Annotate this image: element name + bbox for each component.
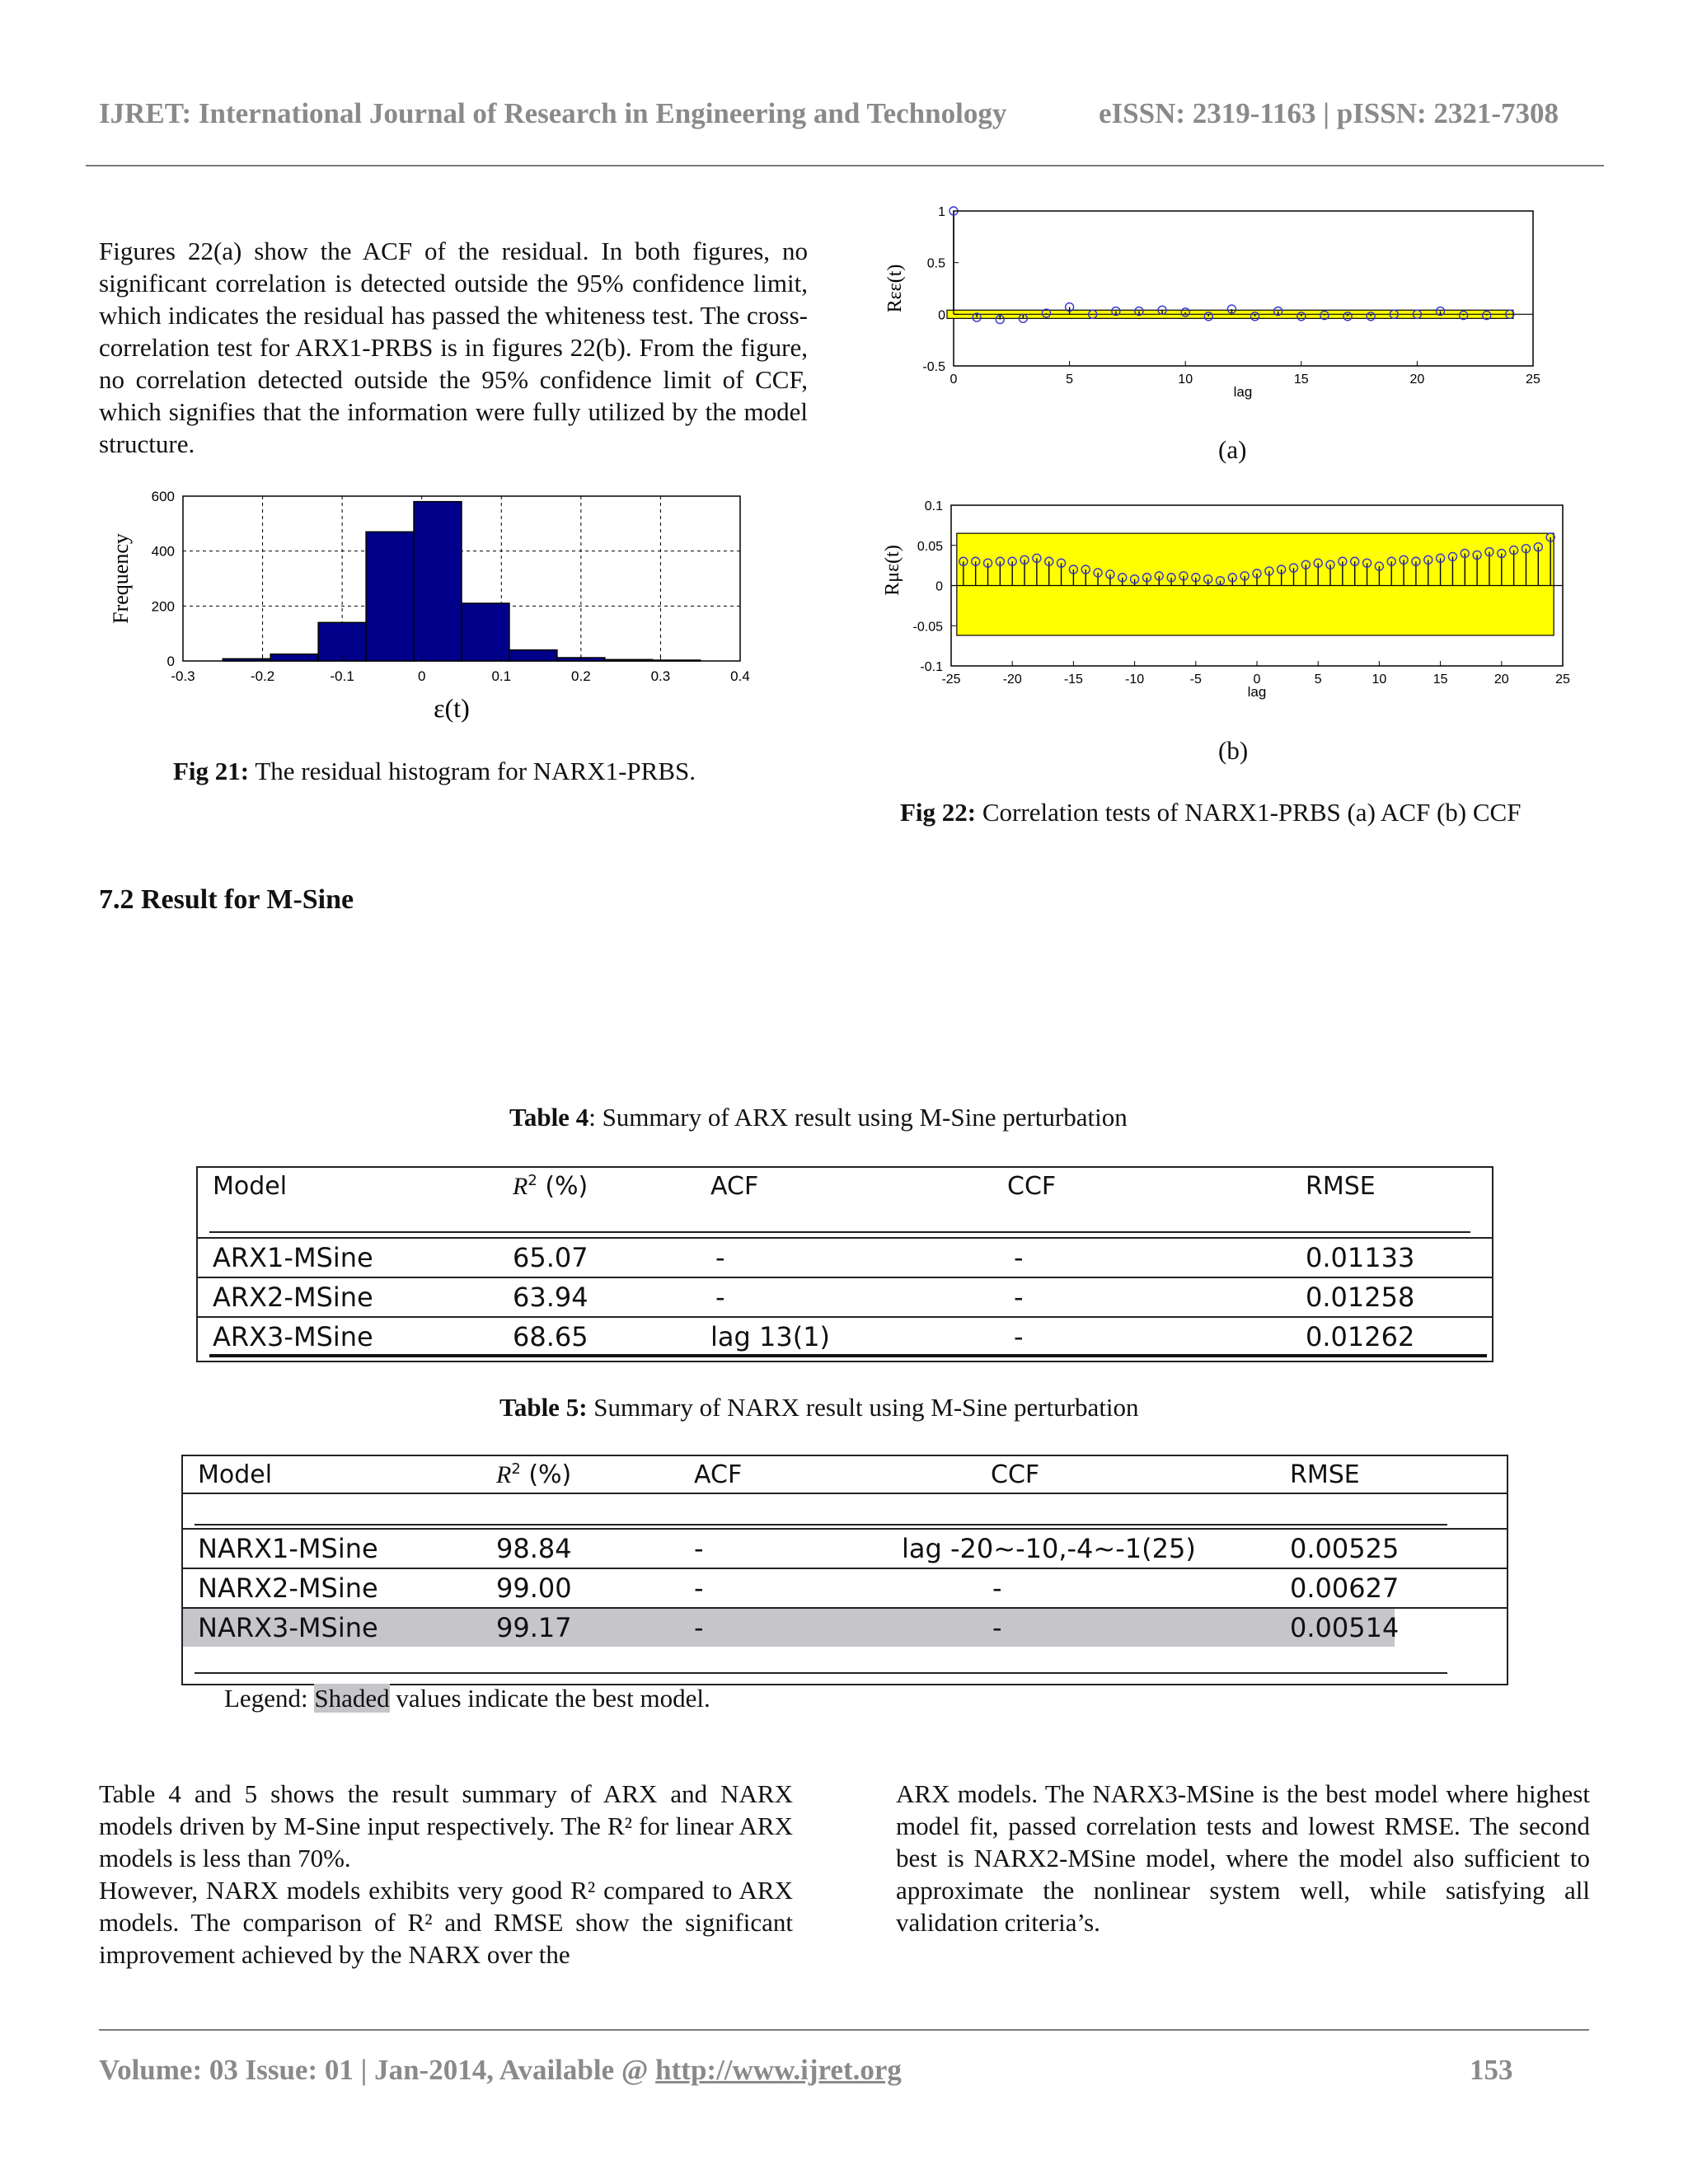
- body-right-p1: ARX models. The NARX3-MSine is the best model where highest model fit, passed correlation tests and lowest RMSE. The second best is NARX2-MSine model, where the model also sufficient to approximate the nonlinear system well, while satisfying all validation criteria’s.: [896, 1779, 1590, 1937]
- table5-row: [183, 1607, 1507, 1647]
- hist-bar: [318, 622, 366, 661]
- table5-cell: -: [992, 1612, 1002, 1643]
- table5-caption-label: Table 5:: [499, 1393, 588, 1422]
- ccf-ytick-label: 0.05: [917, 539, 943, 554]
- table4-cell: 63.94: [513, 1282, 588, 1313]
- hist-bar: [366, 532, 414, 661]
- table5-cell: -: [694, 1572, 704, 1604]
- acf-ytick-label: 0.5: [926, 256, 945, 271]
- ccf-xtick-label: -5: [1189, 673, 1202, 687]
- table5-cell: 0.00525: [1290, 1533, 1400, 1564]
- hist-xlabel: ε(t): [434, 693, 470, 723]
- fig22-caption-text: Correlation tests of NARX1-PRBS (a) ACF (b) CCF: [976, 798, 1522, 827]
- table5-header-row: [183, 1456, 1507, 1493]
- acf-chart: [878, 198, 1554, 408]
- fig22-caption-label: Fig 22:: [900, 798, 977, 827]
- ccf-ytick-label: -0.1: [920, 660, 943, 674]
- footer-volume: Volume: 03 Issue: 01 | Jan-2014, Available @: [99, 2054, 656, 2086]
- hist-yticks: [152, 489, 175, 669]
- ccf-xtick-label: 0: [1253, 673, 1261, 687]
- ccf-xtick-label: -25: [941, 673, 961, 687]
- table4-cell: -: [1014, 1321, 1024, 1352]
- ccf-xtick-label: 15: [1432, 673, 1448, 687]
- table5-cell: 99.00: [496, 1572, 572, 1604]
- legend-suffix: values indicate the best model.: [389, 1684, 710, 1713]
- table4-cell: -: [715, 1282, 725, 1313]
- page-number: 153: [1470, 2054, 1513, 2086]
- acf-ylabel: Rεε(t): [884, 264, 906, 313]
- legend-prefix: Legend:: [224, 1684, 315, 1713]
- ccf-xtick-label: -10: [1125, 673, 1145, 687]
- acf-plot-area: [954, 211, 1533, 366]
- table4-header-model: Model: [213, 1172, 288, 1201]
- table4-cell: -: [715, 1242, 725, 1273]
- residual-histogram-chart: [107, 478, 750, 738]
- table4-header-row: [198, 1168, 1492, 1204]
- table5-header-rmse: RMSE: [1290, 1460, 1360, 1489]
- acf-ytick-label: 0: [938, 308, 945, 323]
- table5-cell: -: [694, 1533, 704, 1564]
- acf-xtick-label: 0: [950, 373, 958, 387]
- hist-bar: [270, 654, 318, 661]
- table4-cell: lag 13(1): [710, 1321, 831, 1352]
- table4-cell: 0.01262: [1306, 1321, 1415, 1352]
- table5-underline: [195, 1524, 1447, 1526]
- journal-title: IJRET: International Journal of Research in Engineering and Technology: [99, 97, 1007, 129]
- fig22a-label: (a): [1218, 435, 1247, 464]
- ccf-band-rect: [957, 533, 1554, 635]
- table4-row: [198, 1237, 1492, 1277]
- table4-caption: [509, 1103, 1128, 1132]
- acf-xlabel: lag: [1233, 384, 1253, 400]
- table4-underline: [209, 1231, 1470, 1233]
- acf-xtick-label: 25: [1526, 373, 1540, 387]
- table4-header-acf: ACF: [710, 1172, 759, 1201]
- table5-cell: -: [694, 1612, 704, 1643]
- table5-header-rule: [183, 1493, 1507, 1494]
- legend-shaded: Shaded: [314, 1684, 390, 1713]
- table5-cell: NARX2-MSine: [198, 1572, 378, 1604]
- footer-rule: [99, 2029, 1589, 2031]
- table4-header-ccf: CCF: [1007, 1172, 1057, 1201]
- ccf-ytick-label: -0.05: [912, 620, 943, 635]
- fig22b-label: (b): [1218, 736, 1249, 765]
- table5-cell: -: [992, 1572, 1002, 1604]
- hist-xtick-label: 0.1: [491, 668, 512, 684]
- ccf-ytick-label: 0: [935, 579, 943, 594]
- hist-bar: [462, 603, 509, 661]
- ccf-xtick-label: 25: [1555, 673, 1570, 687]
- table4-row: [198, 1316, 1492, 1356]
- table5-bottom-underline: [195, 1672, 1447, 1674]
- table4-cell: 65.07: [513, 1242, 588, 1273]
- hist-ytick-label: 600: [151, 489, 175, 504]
- acf-xtick-label: 5: [1066, 373, 1074, 387]
- hist-bar: [605, 659, 653, 661]
- table5-header-model: Model: [198, 1460, 273, 1489]
- table5-cell: 99.17: [496, 1612, 572, 1643]
- hist-xtick-label: -0.1: [330, 668, 354, 684]
- body-left-column: [99, 1778, 793, 1971]
- table4-cell: ARX1-MSine: [213, 1242, 373, 1273]
- ccf-xtick-label: -20: [1002, 673, 1022, 687]
- ccf-xtick-label: 5: [1314, 673, 1322, 687]
- table5-header-acf: ACF: [694, 1460, 743, 1489]
- acf-ytick-label: -0.5: [922, 360, 945, 374]
- acf-xtick-label: 20: [1409, 373, 1425, 387]
- hist-ytick-label: 200: [151, 598, 175, 615]
- table4-body: [198, 1237, 1492, 1356]
- hist-xtick-label: -0.3: [171, 668, 195, 684]
- table5-body: [183, 1528, 1507, 1647]
- table5-caption: [499, 1393, 1139, 1422]
- acf-ytick-label: 1: [938, 205, 945, 219]
- table4-cell: -: [1014, 1242, 1024, 1273]
- table4-cell: 0.01133: [1306, 1242, 1415, 1273]
- table4-cell: 68.65: [513, 1321, 588, 1352]
- table4-bottom-rule: [209, 1354, 1487, 1357]
- hist-bar: [653, 660, 701, 661]
- table5-cell: 0.00514: [1290, 1612, 1400, 1643]
- page-footer: [99, 2054, 1517, 2087]
- table4-caption-label: Table 4: [509, 1103, 589, 1132]
- ccf-chart: [878, 494, 1570, 713]
- hist-xtick-label: 0.4: [730, 668, 750, 684]
- fig21-caption: [173, 757, 696, 786]
- table5-box: [181, 1455, 1508, 1685]
- hist-ytick-label: 400: [151, 543, 175, 560]
- ccf-xtick-label: -15: [1063, 673, 1083, 687]
- acf-xtick-label: 10: [1178, 373, 1193, 387]
- table5-header-ccf: CCF: [991, 1460, 1040, 1489]
- ccf-yticks: [913, 499, 956, 674]
- fig22-caption: [900, 798, 1521, 827]
- body-right-column: [896, 1778, 1590, 1938]
- hist-xtick-label: -0.2: [250, 668, 275, 684]
- table4-cell: -: [1014, 1282, 1024, 1313]
- hist-ytick-label: 0: [166, 654, 175, 669]
- body-left-p1: Table 4 and 5 shows the result summary of ARX and NARX models driven by M-Sine input respectively. The R² for linear ARX models is less than 70%.: [99, 1779, 793, 1872]
- journal-header: [99, 97, 1591, 130]
- hist-ylabel: Frequency: [109, 533, 133, 624]
- fig21-caption-label: Fig 21:: [173, 757, 250, 785]
- ccf-xlabel: lag: [1247, 684, 1267, 700]
- acf-confidence-band: [947, 310, 1533, 318]
- table5-caption-text: Summary of NARX result using M-Sine perturbation: [587, 1393, 1139, 1422]
- hist-xtick-label: 0: [417, 668, 426, 684]
- acf-xtick-label: 15: [1293, 373, 1309, 387]
- ccf-ytick-label: 0.1: [924, 499, 943, 513]
- intro-paragraph: Figures 22(a) show the ACF of the residual. In both figures, no significant correlation is detected outside the 95% confidence limit, which indicates the residual has passed the whiteness test. The cross-correlation test for ARX1-PRBS is in figures 22(b). From the figure, no correlation detected outside the 95% confidence limit of CCF, which signifies that the information were fully utilized by the model structure.: [99, 237, 808, 458]
- hist-bar: [509, 650, 557, 661]
- body-left-p2: However, NARX models exhibits very good R² compared to ARX models. The comparison of R² and RMSE show the significant improvement achieved by the NARX over the: [99, 1876, 793, 1969]
- table5-row: [183, 1568, 1507, 1607]
- table4-box: [196, 1166, 1493, 1362]
- hist-xtick-label: 0.3: [650, 668, 671, 684]
- table5-cell: NARX1-MSine: [198, 1533, 378, 1564]
- header-rule: [86, 165, 1604, 166]
- table4-row: [198, 1277, 1492, 1316]
- table4-cell: 0.01258: [1306, 1282, 1415, 1313]
- table5-header-r2: $R^2$ (%): [496, 1460, 572, 1489]
- table4-cell: ARX2-MSine: [213, 1282, 373, 1313]
- journal-issn: eISSN: 2319-1163 | pISSN: 2321-7308: [1099, 97, 1559, 129]
- table5-row: [183, 1528, 1507, 1568]
- table5-cell: 98.84: [496, 1533, 572, 1564]
- table5-cell: lag -20~-10,-4~-1(25): [902, 1533, 1196, 1564]
- table5-legend: [224, 1684, 710, 1713]
- table4-header-rmse: RMSE: [1306, 1172, 1376, 1201]
- ccf-xtick-label: 10: [1372, 673, 1387, 687]
- hist-bar: [223, 658, 270, 661]
- fig21-caption-text: The residual histogram for NARX1-PRBS.: [249, 757, 696, 785]
- section-title: 7.2 Result for M-Sine: [99, 884, 354, 915]
- ccf-xtick-label: 20: [1493, 673, 1509, 687]
- hist-xtick-label: 0.2: [571, 668, 591, 684]
- table4-cell: ARX3-MSine: [213, 1321, 373, 1352]
- table5-cell: NARX3-MSine: [198, 1612, 378, 1643]
- hist-bar: [414, 502, 462, 661]
- table4-caption-text: : Summary of ARX result using M-Sine perturbation: [588, 1103, 1128, 1132]
- table5-cell: 0.00627: [1290, 1572, 1400, 1604]
- ccf-ylabel: Rμε(t): [882, 545, 903, 596]
- table4-header-r2: $R^2$ (%): [513, 1172, 588, 1201]
- footer-link[interactable]: http://www.ijret.org: [655, 2054, 902, 2086]
